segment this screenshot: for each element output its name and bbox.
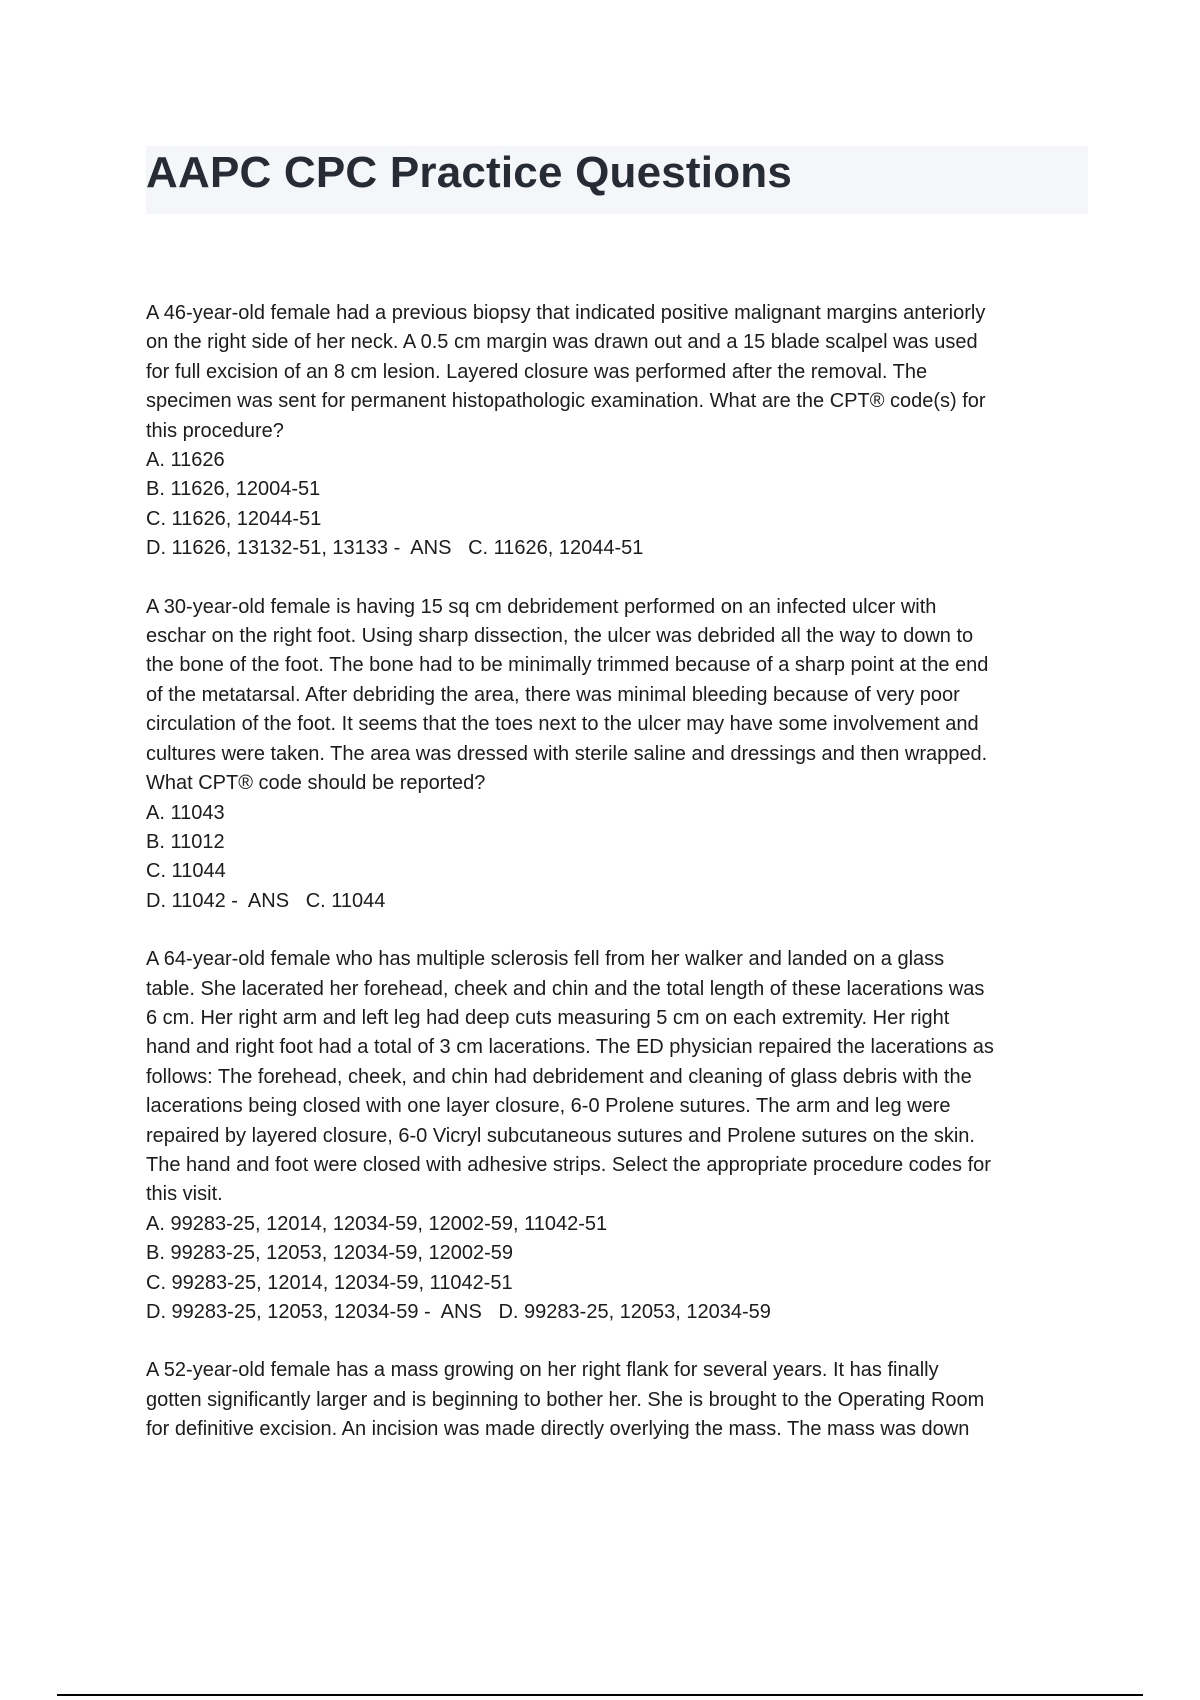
option-a: A. 99283-25, 12014, 12034-59, 12002-59, 11042-51 bbox=[146, 1212, 608, 1235]
answer-label: - ANS bbox=[388, 537, 469, 560]
question-stem: A 30-year-old female is having 15 sq cm debridement performed on an infected ulcer with eschar on the right foot. Using sharp dissection, the ulcer was debrided all the way to down to the bone of the foot. The bone had to be minimally trimmed because of a sharp point at the end of the metatarsal. After debriding the area, there was minimal bleeding because of very poor circulation of the foot. It seems that the toes next to the ulcer may have some involvement and cultures were taken. The area was dressed with sterile saline and dressings and then wrapped. What CPT® code should be reported? bbox=[146, 595, 989, 795]
answer-value: C. 11044 bbox=[305, 889, 386, 912]
option-d: D. 11042 bbox=[146, 889, 226, 912]
option-c: C. 11626, 12044-51 bbox=[146, 507, 322, 530]
option-b: B. 11012 bbox=[146, 830, 225, 853]
option-d-with-answer bbox=[146, 887, 1088, 916]
question-stem: A 64-year-old female who has multiple sclerosis fell from her walker and landed on a glass table. She lacerated her forehead, cheek and chin and the total length of these lacerations was 6 cm. Her right arm and left leg had deep cuts measuring 5 cm on each extremity. Her right hand and right foot had a total of 3 cm lacerations. The ED physician repaired the lacerations as follows: The forehead, cheek, and chin had debridement and cleaning of glass debris with the lacerations being closed with one layer closure, 6-0 Prolene sutures. The arm and leg were repaired by layered closure, 6-0 Vicryl subcutaneous sutures and Prolene sutures on the skin. The hand and foot were closed with adhesive strips. Select the appropriate procedure codes for this visit. bbox=[146, 948, 994, 1206]
question-stem: A 52-year-old female has a mass growing on her right flank for several years. It has finally gotten significantly larger and is beginning to bother her. She is brought to the Operating Room for definitive excision. An incision was made directly overlying the mass. The mass was down bbox=[146, 1359, 985, 1441]
question-stem: A 46-year-old female had a previous biopsy that indicated positive malignant margins anteriorly on the right side of her neck. A 0.5 cm margin was drawn out and a 15 blade scalpel was used for full excision of an 8 cm lesion. Layered closure was performed after the removal. The specimen was sent for permanent histopathologic examination. What are the CPT® code(s) for this procedure? bbox=[146, 302, 986, 442]
option-a: A. 11043 bbox=[146, 801, 225, 824]
option-d: D. 11626, 13132-51, 13133 bbox=[146, 537, 389, 560]
answer-value: D. 99283-25, 12053, 12034-59 bbox=[498, 1301, 771, 1323]
footer-divider bbox=[57, 1694, 1143, 1696]
option-c: C. 99283-25, 12014, 12034-59, 11042-51 bbox=[146, 1271, 513, 1294]
question-2 bbox=[146, 593, 1088, 916]
option-b: B. 11626, 12004-51 bbox=[146, 478, 321, 501]
option-d: D. 99283-25, 12053, 12034-59 bbox=[146, 1301, 419, 1323]
answer-value: C. 11626, 12044-51 bbox=[468, 537, 644, 560]
question-4 bbox=[146, 1356, 1088, 1444]
option-b: B. 99283-25, 12053, 12034-59, 12002-59 bbox=[146, 1242, 513, 1265]
page-title: AAPC CPC Practice Questions bbox=[146, 148, 793, 197]
question-1 bbox=[146, 299, 1088, 564]
option-d-with-answer bbox=[146, 534, 1088, 563]
answer-label: - ANS bbox=[225, 889, 306, 912]
question-3 bbox=[146, 945, 1088, 1327]
answer-label: - ANS bbox=[418, 1301, 499, 1323]
question-list bbox=[146, 299, 1088, 1474]
option-c: C. 11044 bbox=[146, 860, 226, 883]
option-d-with-answer bbox=[146, 1298, 1088, 1327]
option-a: A. 11626 bbox=[146, 449, 225, 472]
